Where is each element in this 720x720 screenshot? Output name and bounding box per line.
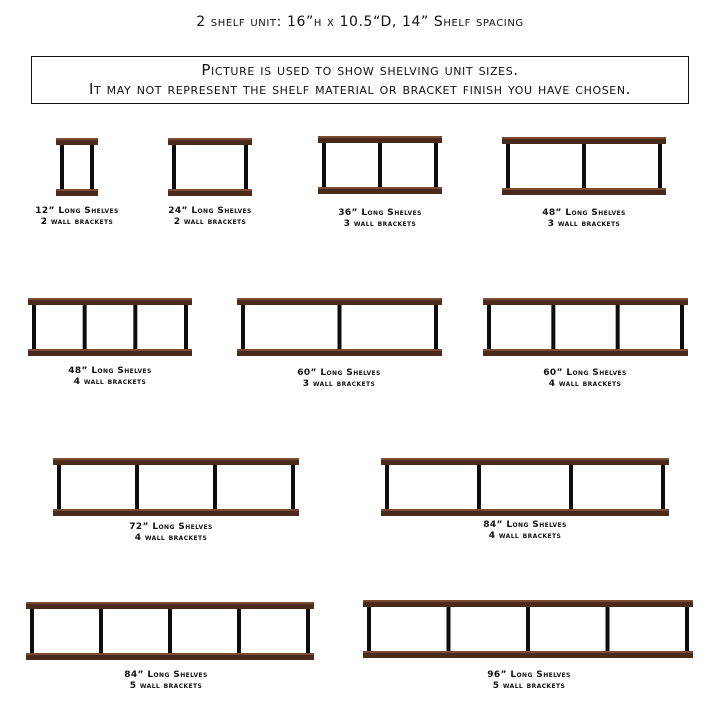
unit-caption [50,366,170,388]
unit-caption [524,208,644,230]
shelf-unit-image [502,137,666,195]
unit-caption [27,206,127,228]
wall-bracket [133,300,137,354]
bracket-label: 3 wall brackets [343,219,417,229]
bottom-shelf-edge [28,349,192,351]
bracket-label: 4 wall brackets [488,531,562,541]
wall-bracket [551,300,555,354]
wall-bracket [526,602,530,656]
length-label: 72” Long Shelves [129,522,213,532]
shelf-unit-image [26,602,314,660]
shelf-unit-image [237,298,442,356]
shelf-unit-image [53,458,299,516]
top-shelf-edge [237,298,442,300]
length-label: 12” Long Shelves [35,206,119,216]
shelf-unit-48in-4-brackets [28,298,192,356]
bracket-label: 3 wall brackets [302,379,376,389]
length-label: 24” Long Shelves [168,206,252,216]
wall-bracket [57,460,61,514]
wall-bracket [385,460,389,514]
disclaimer-line-1: Picture is used to show shelving unit sizes. [201,61,519,79]
unit-caption [106,670,226,692]
unit-caption [150,206,270,228]
bottom-shelf-edge [56,189,98,191]
top-shelf-edge [168,138,252,140]
bracket-label: 5 wall brackets [129,681,203,691]
wall-bracket [172,140,176,194]
wall-bracket [322,138,326,192]
wall-bracket [680,300,684,354]
bottom-shelf-edge [502,188,666,190]
page-title: 2 shelf unit: 16”h x 10.5“D, 14” Shelf spacing [196,14,524,30]
unit-caption [279,368,399,390]
length-label: 48” Long Shelves [68,366,152,376]
length-label: 60” Long Shelves [543,368,627,378]
wall-bracket [241,300,245,354]
length-label: 36” Long Shelves [338,208,422,218]
wall-bracket [30,604,34,658]
disclaimer-line-2: It may not represent the shelf material or bracket finish you have chosen. [88,80,632,98]
top-shelf-edge [28,298,192,300]
unit-caption [465,520,585,542]
wall-bracket [487,300,491,354]
wall-bracket [477,460,481,514]
bracket-label: 3 wall brackets [547,219,621,229]
wall-bracket [237,604,241,658]
shelf-unit-96in-5-brackets [363,600,693,658]
bracket-label: 4 wall brackets [134,533,208,543]
bottom-shelf-edge [381,509,669,511]
top-shelf-edge [483,298,688,300]
length-label: 96” Long Shelves [487,670,571,680]
disclaimer-box [31,56,689,104]
top-shelf-edge [502,137,666,139]
bracket-label: 5 wall brackets [492,681,566,691]
top-shelf-edge [26,602,314,604]
wall-bracket [506,139,510,193]
shelf-unit-12in-2-brackets [56,138,98,196]
bottom-shelf-edge [363,651,693,653]
top-shelf-edge [318,136,442,138]
bottom-shelf-edge [26,653,314,655]
unit-caption [469,670,589,692]
wall-bracket [616,300,620,354]
shelf-unit-image [28,298,192,356]
wall-bracket [213,460,217,514]
unit-caption [320,208,440,230]
bottom-shelf-edge [237,349,442,351]
bottom-shelf-edge [168,189,252,191]
top-shelf-edge [363,600,693,602]
wall-bracket [569,460,573,514]
wall-bracket [378,138,382,192]
bracket-label: 2 wall brackets [40,217,114,227]
wall-bracket [367,602,371,656]
shelf-unit-36in-3-brackets [318,136,442,194]
bottom-shelf-edge [53,509,299,511]
wall-bracket [135,460,139,514]
shelf-unit-84in-4-brackets [381,458,669,516]
bracket-label: 4 wall brackets [73,377,147,387]
wall-bracket [83,300,87,354]
shelf-unit-image [363,600,693,658]
wall-bracket [434,300,438,354]
length-label: 60” Long Shelves [297,368,381,378]
shelf-unit-72in-4-brackets [53,458,299,516]
wall-bracket [184,300,188,354]
top-shelf-edge [56,138,98,140]
shelf-unit-image [56,138,98,196]
shelf-unit-60in-3-brackets [237,298,442,356]
shelf-unit-84in-5-brackets [26,602,314,660]
unit-caption [525,368,645,390]
wall-bracket [306,604,310,658]
wall-bracket [90,140,94,194]
unit-caption [111,522,231,544]
wall-bracket [685,602,689,656]
wall-bracket [99,604,103,658]
shelf-unit-image [168,138,252,196]
wall-bracket [606,602,610,656]
wall-bracket [582,139,586,193]
shelf-unit-image [381,458,669,516]
wall-bracket [60,140,64,194]
wall-bracket [32,300,36,354]
shelf-unit-60in-4-brackets [483,298,688,356]
bracket-label: 4 wall brackets [548,379,622,389]
shelf-unit-24in-2-brackets [168,138,252,196]
wall-bracket [447,602,451,656]
bottom-shelf-edge [318,187,442,189]
wall-bracket [168,604,172,658]
length-label: 84” Long Shelves [483,520,567,530]
wall-bracket [658,139,662,193]
wall-bracket [661,460,665,514]
wall-bracket [244,140,248,194]
shelf-unit-image [318,136,442,194]
length-label: 84” Long Shelves [124,670,208,680]
wall-bracket [338,300,342,354]
shelf-unit-48in-3-brackets [502,137,666,195]
length-label: 48” Long Shelves [542,208,626,218]
top-shelf-edge [381,458,669,460]
bracket-label: 2 wall brackets [173,217,247,227]
bottom-shelf-edge [483,349,688,351]
shelf-unit-image [483,298,688,356]
top-shelf-edge [53,458,299,460]
wall-bracket [434,138,438,192]
wall-bracket [291,460,295,514]
